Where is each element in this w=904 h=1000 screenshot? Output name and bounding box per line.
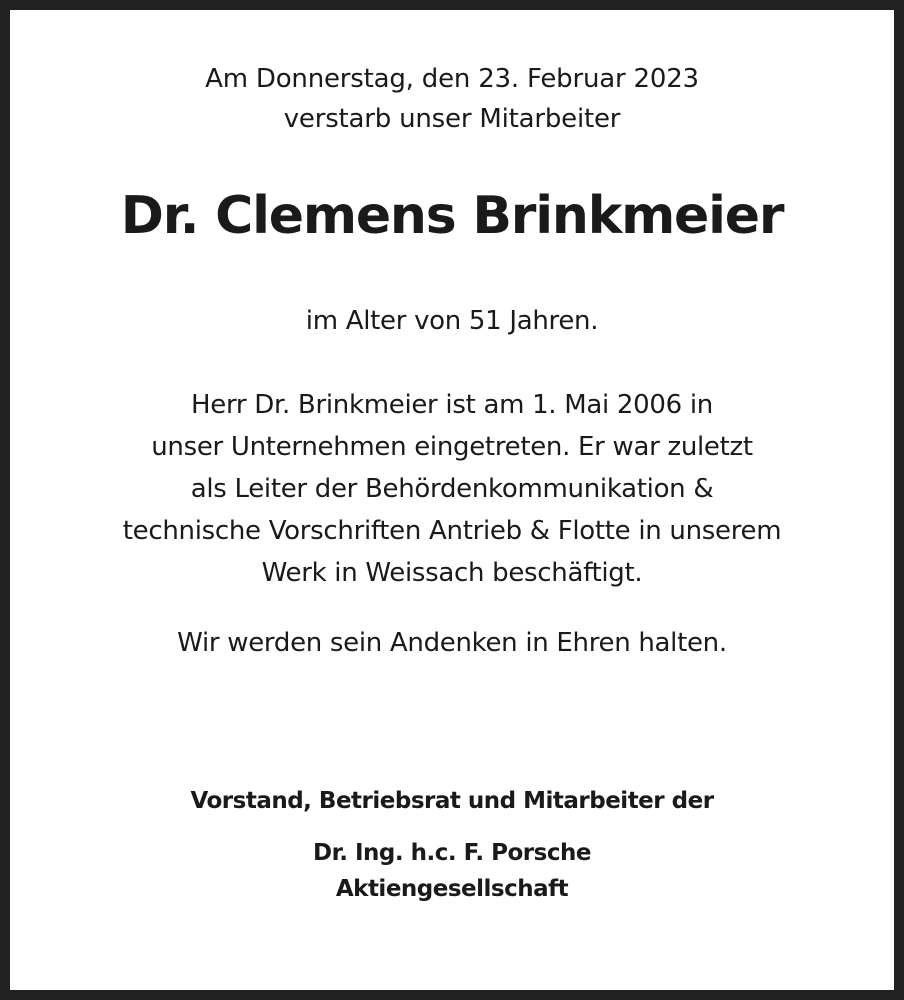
biography-line: Herr Dr. Brinkmeier ist am 1. Mai 2006 in bbox=[191, 390, 713, 420]
biography-line: unser Unternehmen eingetreten. Er war zuletzt bbox=[151, 432, 753, 462]
biography-line: Werk in Weissach beschäftigt. bbox=[261, 558, 643, 588]
signature-company: Dr. Ing. h.c. F. Porsche bbox=[313, 840, 591, 866]
biography-line: als Leiter der Behördenkommunikation & bbox=[190, 474, 714, 504]
deceased-name: Dr. Clemens Brinkmeier bbox=[120, 186, 784, 246]
date-line: Am Donnerstag, den 23. Februar 2023 bbox=[205, 64, 699, 94]
closing-line: Wir werden sein Andenken in Ehren halten. bbox=[177, 628, 727, 658]
age-line: im Alter von 51 Jahren. bbox=[305, 306, 599, 336]
signature-company-type: Aktiengesellschaft bbox=[335, 876, 569, 902]
death-line: verstarb unser Mitarbeiter bbox=[283, 104, 621, 134]
biography-line: technische Vorschriften Antrieb & Flotte in unserem bbox=[122, 516, 782, 546]
signature-line-1: Vorstand, Betriebsrat und Mitarbeiter der bbox=[190, 788, 714, 814]
